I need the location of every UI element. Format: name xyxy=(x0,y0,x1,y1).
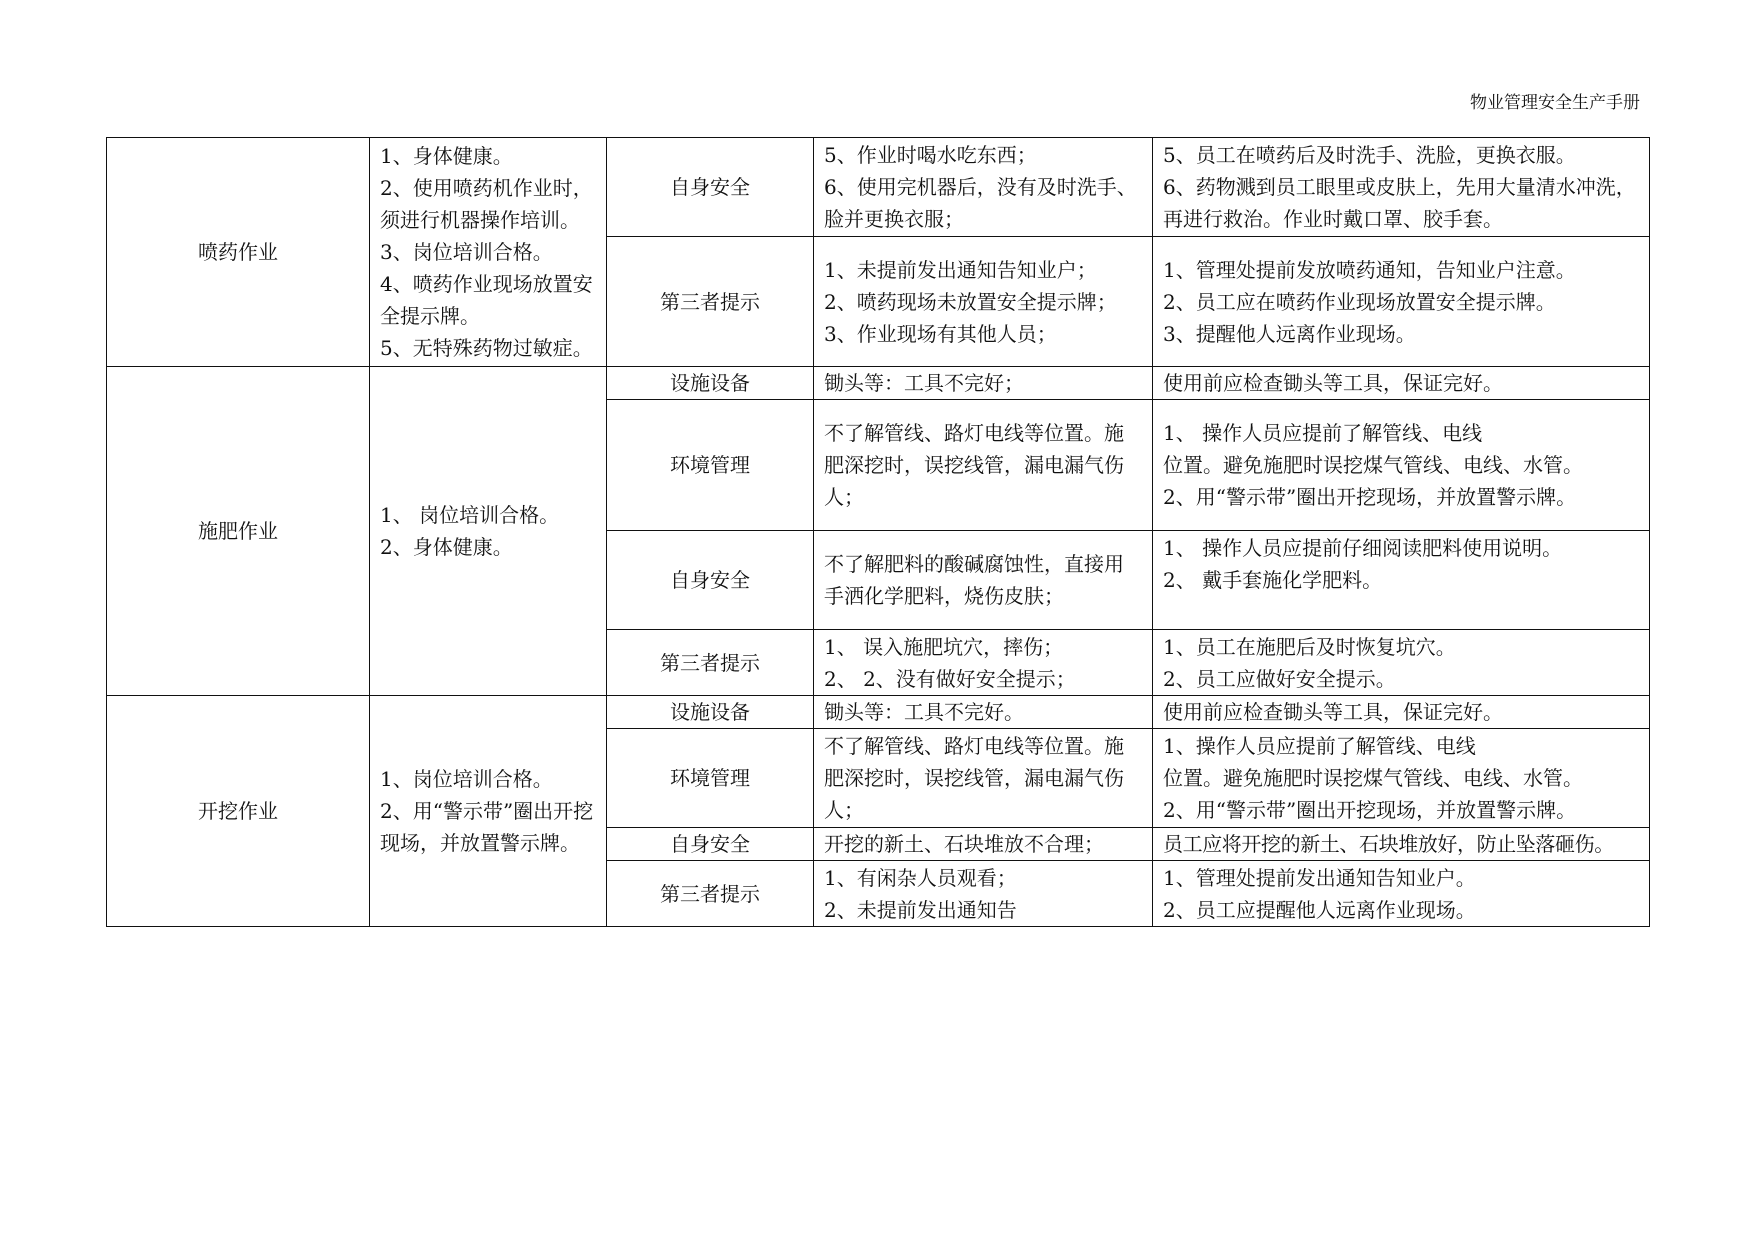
hazard-cell xyxy=(814,630,1153,696)
category-cell: 自身安全 xyxy=(607,138,814,237)
hazard-cell xyxy=(814,400,1153,531)
requirement-text: 2、使用喷药机作业时，须进行机器操作培训。 xyxy=(380,176,593,232)
hazard-text: 不了解管线、路灯电线等位置。施肥深挖时，误挖线管，漏电漏气伤人； xyxy=(824,421,1124,509)
hazard-text: 1、有闲杂人员观看； xyxy=(824,865,1017,890)
measure-cell xyxy=(1153,237,1650,367)
measure-text: 员工应将开挖的新土、石块堆放好，防止坠落砸伤。 xyxy=(1163,832,1614,856)
requirement-text: 4、喷药作业现场放置安全提示牌。 xyxy=(380,272,593,328)
measure-cell xyxy=(1153,367,1650,400)
hazard-cell xyxy=(814,138,1153,237)
measure-text: 位置。避免施肥时误挖煤气管线、电线、水管。 xyxy=(1163,766,1583,790)
task-name-cell: 施肥作业 xyxy=(107,367,370,696)
hazard-text: 3、作业现场有其他人员； xyxy=(824,321,1057,346)
hazard-text: 开挖的新土、石块堆放不合理； xyxy=(824,832,1104,856)
hazard-cell xyxy=(814,367,1153,400)
measure-text: 使用前应检查锄头等工具，保证完好。 xyxy=(1163,700,1503,724)
measure-text: 1、操作人员应提前了解管线、电线 xyxy=(1163,734,1476,758)
hazard-text: 锄头等：工具不完好。 xyxy=(824,700,1024,724)
measure-cell xyxy=(1153,630,1650,696)
category-cell: 自身安全 xyxy=(607,828,814,861)
hazard-cell xyxy=(814,828,1153,861)
table-row xyxy=(107,367,1650,400)
task-name-cell: 喷药作业 xyxy=(107,138,370,367)
hazard-text: 2、 2、没有做好安全提示； xyxy=(824,666,1076,691)
measure-cell xyxy=(1153,531,1650,630)
category-cell: 环境管理 xyxy=(607,729,814,828)
category-cell: 环境管理 xyxy=(607,400,814,531)
measure-text: 3、提醒他人远离作业现场。 xyxy=(1163,321,1416,346)
requirements-cell xyxy=(370,696,607,927)
measure-text: 1、管理处提前发放喷药通知，告知业户注意。 xyxy=(1163,257,1576,282)
hazard-text: 不了解管线、路灯电线等位置。施肥深挖时，误挖线管，漏电漏气伤人； xyxy=(824,734,1124,822)
hazard-cell xyxy=(814,237,1153,367)
hazard-text: 6、使用完机器后，没有及时洗手、脸并更换衣服； xyxy=(824,175,1137,231)
requirement-text: 3、岗位培训合格。 xyxy=(380,240,553,264)
category-cell: 自身安全 xyxy=(607,531,814,630)
measure-text: 使用前应检查锄头等工具，保证完好。 xyxy=(1163,371,1503,395)
category-cell: 设施设备 xyxy=(607,367,814,400)
hazard-text: 1、 误入施肥坑穴，摔伤； xyxy=(824,634,1064,659)
category-cell: 设施设备 xyxy=(607,696,814,729)
requirement-text: 2、身体健康。 xyxy=(380,535,513,559)
hazard-cell xyxy=(814,729,1153,828)
measure-text: 2、用“警示带”圈出开挖现场，并放置警示牌。 xyxy=(1163,485,1577,509)
measure-text: 6、药物溅到员工眼里或皮肤上，先用大量清水冲洗，再进行救治。作业时戴口罩、胶手套。 xyxy=(1163,175,1636,231)
measure-cell xyxy=(1153,138,1650,237)
measure-cell xyxy=(1153,828,1650,861)
requirement-text: 5、无特殊药物过敏症。 xyxy=(380,336,593,360)
requirement-text: 2、用“警示带”圈出开挖现场，并放置警示牌。 xyxy=(380,799,594,855)
table-row xyxy=(107,138,1650,237)
hazard-text: 5、作业时喝水吃东西； xyxy=(824,143,1037,167)
measure-cell xyxy=(1153,861,1650,927)
measure-text: 1、员工在施肥后及时恢复坑穴。 xyxy=(1163,634,1456,659)
measure-text: 位置。避免施肥时误挖煤气管线、电线、水管。 xyxy=(1163,453,1583,477)
hazard-cell xyxy=(814,696,1153,729)
requirements-cell xyxy=(370,367,607,696)
hazard-text: 1、未提前发出通知告知业户； xyxy=(824,257,1097,282)
hazard-text: 锄头等：工具不完好； xyxy=(824,371,1024,395)
measure-cell xyxy=(1153,696,1650,729)
measure-text: 2、员工应在喷药作业现场放置安全提示牌。 xyxy=(1163,289,1556,314)
category-cell: 第三者提示 xyxy=(607,861,814,927)
hazard-cell xyxy=(814,531,1153,630)
category-cell: 第三者提示 xyxy=(607,237,814,367)
measure-text: 1、管理处提前发出通知告知业户。 xyxy=(1163,865,1476,890)
requirement-text: 1、身体健康。 xyxy=(380,144,513,168)
measure-cell xyxy=(1153,729,1650,828)
hazard-text: 不了解肥料的酸碱腐蚀性，直接用手洒化学肥料，烧伤皮肤； xyxy=(824,552,1124,608)
category-cell: 第三者提示 xyxy=(607,630,814,696)
task-name-cell: 开挖作业 xyxy=(107,696,370,927)
hazard-text: 2、喷药现场未放置安全提示牌； xyxy=(824,289,1117,314)
measure-text: 2、 戴手套施化学肥料。 xyxy=(1163,568,1383,592)
measure-text: 2、员工应做好安全提示。 xyxy=(1163,666,1396,691)
safety-table xyxy=(106,137,1650,927)
measure-text: 2、用“警示带”圈出开挖现场，并放置警示牌。 xyxy=(1163,798,1577,822)
table-row xyxy=(107,696,1650,729)
hazard-text: 2、未提前发出通知告 xyxy=(824,897,1017,922)
measure-text: 1、 操作人员应提前了解管线、电线 xyxy=(1163,421,1483,445)
measure-text: 2、员工应提醒他人远离作业现场。 xyxy=(1163,897,1476,922)
measure-text: 1、 操作人员应提前仔细阅读肥料使用说明。 xyxy=(1163,536,1563,560)
requirements-cell xyxy=(370,138,607,367)
requirement-text: 1、岗位培训合格。 xyxy=(380,767,553,791)
page-header-title: 物业管理安全生产手册 xyxy=(1470,93,1640,113)
requirement-text: 1、 岗位培训合格。 xyxy=(380,503,560,527)
measure-cell xyxy=(1153,400,1650,531)
hazard-cell xyxy=(814,861,1153,927)
measure-text: 5、员工在喷药后及时洗手、洗脸，更换衣服。 xyxy=(1163,143,1576,167)
